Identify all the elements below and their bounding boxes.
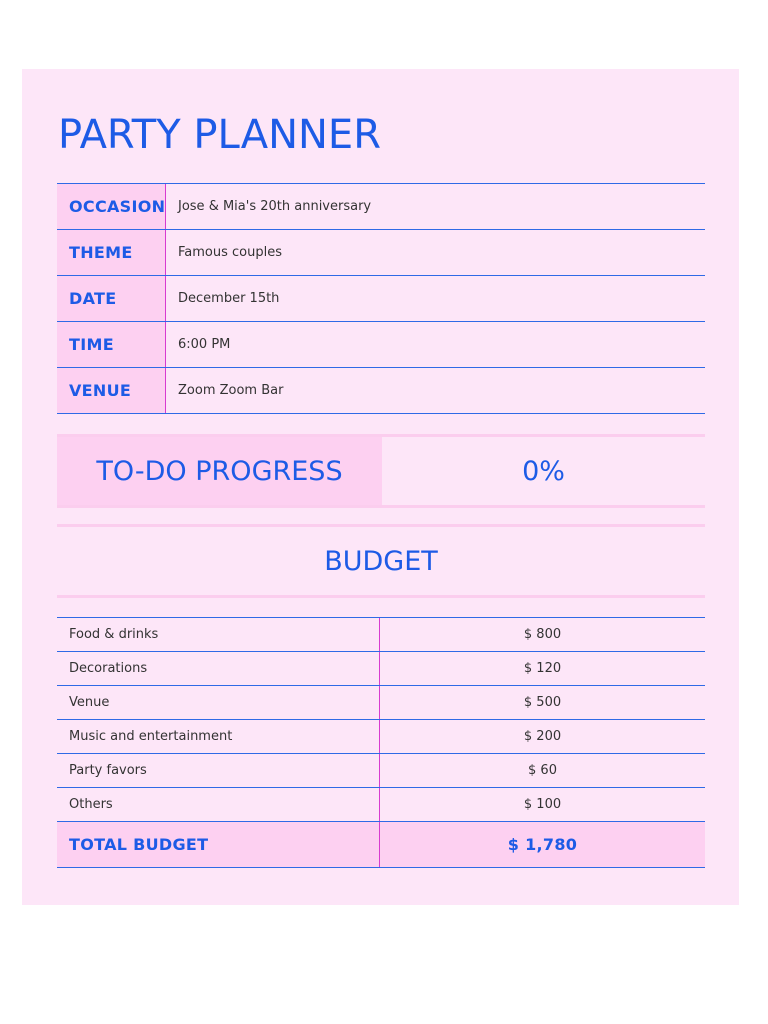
occasion-value[interactable]: Jose & Mia's 20th anniversary: [178, 199, 372, 214]
budget-item-amount[interactable]: $ 200: [523, 729, 562, 744]
budget-heading: BUDGET: [57, 524, 705, 598]
todo-progress-value: 0%: [522, 455, 565, 487]
budget-table: [57, 617, 705, 868]
detail-row-date: [57, 276, 705, 322]
table-row: [57, 652, 705, 686]
detail-row-occasion: [57, 184, 705, 230]
occasion-label: OCCASION: [57, 184, 166, 229]
total-budget-row: [57, 822, 705, 868]
budget-item-name[interactable]: Music and entertainment: [57, 720, 380, 753]
party-planner-card: [22, 69, 739, 905]
table-row: [57, 720, 705, 754]
venue-label: VENUE: [57, 368, 166, 413]
theme-label: THEME: [57, 230, 166, 275]
table-row: [57, 754, 705, 788]
detail-row-theme: [57, 230, 705, 276]
budget-item-name[interactable]: Food & drinks: [57, 618, 380, 651]
budget-item-amount[interactable]: $ 800: [523, 627, 562, 642]
budget-item-amount[interactable]: $ 120: [523, 661, 562, 676]
theme-value[interactable]: Famous couples: [178, 245, 282, 260]
budget-item-name[interactable]: Decorations: [57, 652, 380, 685]
todo-progress-label: TO-DO PROGRESS: [57, 437, 382, 505]
total-budget-amount: $ 1,780: [507, 835, 578, 854]
budget-item-name[interactable]: Venue: [57, 686, 380, 719]
budget-item-name[interactable]: Others: [57, 788, 380, 821]
table-row: [57, 788, 705, 822]
table-row: [57, 686, 705, 720]
date-label: DATE: [57, 276, 166, 321]
budget-item-amount[interactable]: $ 500: [523, 695, 562, 710]
detail-row-time: [57, 322, 705, 368]
page-title: PARTY PLANNER: [58, 112, 381, 158]
total-budget-label: TOTAL BUDGET: [57, 822, 380, 867]
detail-row-venue: [57, 368, 705, 414]
table-row: [57, 618, 705, 652]
todo-progress: [57, 434, 705, 508]
time-value[interactable]: 6:00 PM: [178, 337, 231, 352]
budget-item-name[interactable]: Party favors: [57, 754, 380, 787]
budget-item-amount[interactable]: $ 60: [528, 763, 557, 778]
venue-value[interactable]: Zoom Zoom Bar: [178, 383, 284, 398]
time-label: TIME: [57, 322, 166, 367]
details-table: [57, 183, 705, 414]
date-value[interactable]: December 15th: [178, 291, 280, 306]
budget-item-amount[interactable]: $ 100: [523, 797, 562, 812]
